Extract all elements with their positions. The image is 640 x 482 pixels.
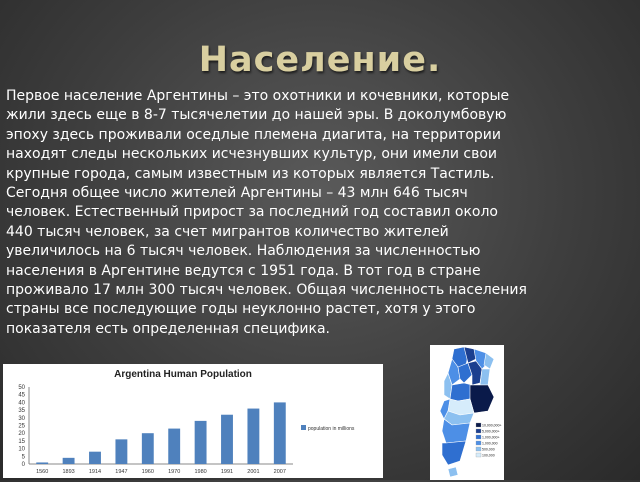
x-tick-label: 1970 [168, 469, 181, 475]
x-tick-label: 2007 [273, 469, 286, 475]
y-tick-label: 25 [18, 423, 25, 430]
argentina-map [430, 345, 504, 480]
province-entre-rios [480, 369, 490, 385]
y-tick-label: 35 [18, 408, 25, 415]
map-legend-label: 5,000,000+ [482, 429, 500, 434]
body-line: населения в Аргентине ведутся с 1951 года. В тот год в стране [6, 262, 481, 279]
body-line: проживало 17 млн 300 тысяч человек. Общая численность населения [6, 282, 527, 299]
x-tick-label: 2001 [247, 469, 260, 475]
map-svg [430, 345, 504, 480]
slide-title: Население. [198, 40, 442, 80]
body-line: находят следы нескольких исчезнувших культур, они имели свои [6, 146, 497, 163]
body-line: показателя есть определенная специфика. [6, 320, 331, 337]
y-tick-label: 30 [18, 415, 25, 422]
population-chart [3, 364, 383, 478]
chart-bar [115, 439, 127, 464]
body-line: увеличилось на 6 тысяч человек. Наблюдения за численностью [6, 243, 481, 260]
y-tick-label: 20 [18, 431, 25, 438]
chart-bar [195, 421, 207, 464]
chart-bar [89, 452, 101, 464]
chart-bar [63, 458, 75, 464]
body-line: Первое население Аргентины – это охотники и кочевники, которые [6, 88, 510, 104]
chart-bar [247, 409, 259, 464]
map-legend-label: 1,000,000+ [482, 435, 500, 440]
province-buenos-aires [470, 385, 494, 413]
x-tick-label: 1980 [194, 469, 207, 475]
body-line: жили здесь еще в 8-7 тысячелетии до нашей эры. В доколумбовую [6, 107, 507, 124]
province-misiones [484, 353, 494, 369]
map-legend-label: 10,000,000+ [482, 423, 502, 428]
body-line: эпоху здесь проживали оседлые племена диагита, на территории [6, 126, 501, 143]
x-tick-label: 1893 [62, 469, 75, 475]
body-line: страны все последующие годы неуклонно растет, хотя у этого [6, 301, 476, 318]
map-legend-label: 1,000,000 [482, 441, 498, 446]
map-legend-label: 500,000 [482, 447, 495, 452]
map-legend-swatch [476, 453, 481, 457]
map-legend-swatch [476, 447, 481, 451]
y-tick-label: 40 [18, 400, 25, 407]
y-tick-label: 5 [21, 454, 25, 461]
chart-bar [274, 402, 286, 464]
body-line: человек. Естественный прирост за последний год составил около [6, 204, 498, 221]
x-tick-label: 1560 [36, 469, 49, 475]
x-tick-label: 1960 [141, 469, 154, 475]
province-santa-cruz [442, 441, 466, 465]
map-legend-swatch [476, 441, 481, 445]
y-tick-label: 10 [18, 446, 25, 453]
x-tick-label: 1947 [115, 469, 128, 475]
body-line: Сегодня общее число жителей Аргентины – 43 млн 646 тысяч [6, 185, 468, 202]
chart-title: Argentina Human Population [114, 369, 252, 380]
y-tick-label: 45 [18, 392, 25, 399]
x-tick-label: 1991 [220, 469, 234, 475]
body-text [6, 87, 632, 339]
x-tick-label: 1914 [88, 469, 102, 475]
chart-bar [168, 429, 180, 464]
map-legend-swatch [476, 435, 481, 439]
y-tick-label: 15 [18, 438, 25, 445]
province-tierra-del-fuego [448, 467, 458, 477]
legend-label: population in millions [308, 426, 355, 432]
chart-bar [36, 462, 48, 464]
body-line: крупные города, самым известным из которых является Тастиль. [6, 165, 495, 182]
map-legend-label: 100,000 [482, 453, 495, 458]
map-legend-swatch [476, 423, 481, 427]
legend-swatch [301, 425, 306, 430]
province-cordoba [450, 383, 472, 401]
y-tick-label: 50 [18, 385, 25, 391]
chart-bar [221, 415, 233, 464]
map-legend-swatch [476, 429, 481, 433]
y-tick-label: 0 [21, 462, 25, 468]
body-line: 440 тысяч человек, за счет мигрантов количество жителей [6, 223, 449, 240]
chart-svg [3, 364, 383, 478]
chart-bar [142, 433, 154, 464]
